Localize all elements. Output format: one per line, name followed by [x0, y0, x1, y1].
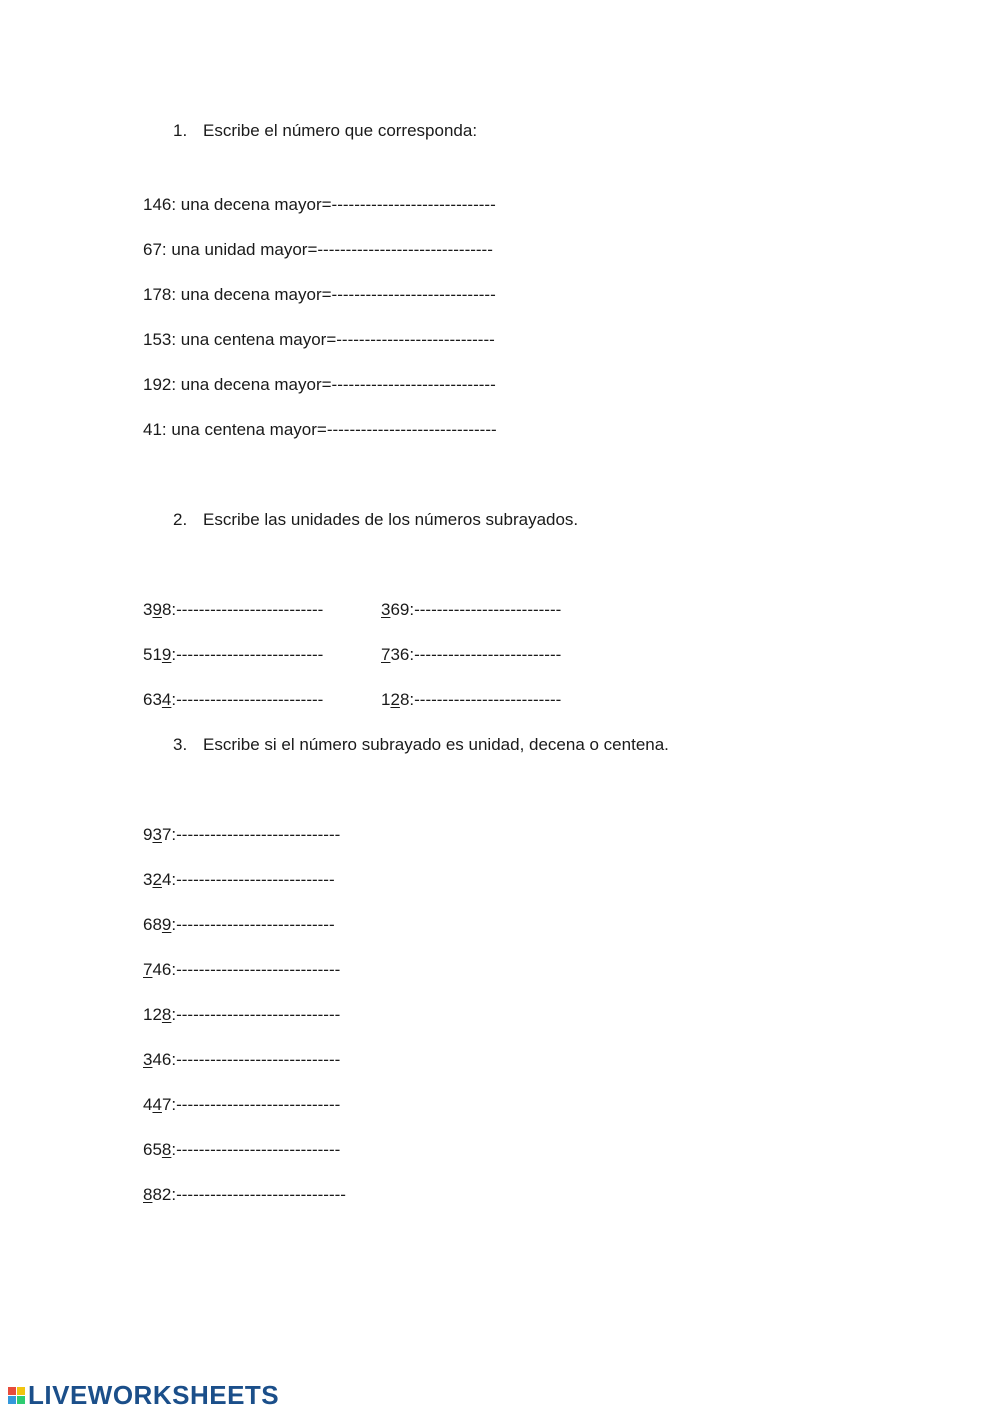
- q1-title: Escribe el número que corresponda:: [203, 121, 478, 140]
- q3-item: 346:-----------------------------: [143, 1050, 341, 1069]
- brand-name: LIVEWORKSHEETS: [28, 1379, 280, 1410]
- q2-right-item: 369:--------------------------: [381, 600, 562, 619]
- q3-number: 3.: [173, 735, 188, 754]
- q1-item: 153: una centena mayor=----------------------------: [143, 330, 495, 349]
- q3-item: 447:-----------------------------: [143, 1095, 341, 1114]
- q1-item: 41: una centena mayor=------------------------------: [143, 420, 497, 439]
- q3-item: 882:------------------------------: [143, 1185, 346, 1204]
- q2-left-item: 519:--------------------------: [143, 645, 324, 664]
- q1-item: 146: una decena mayor=-----------------------------: [143, 195, 496, 214]
- q2-title: Escribe las unidades de los números subrayados.: [203, 510, 579, 529]
- q1-item: 67: una unidad mayor=-------------------------------: [143, 240, 493, 259]
- q3-title: Escribe si el número subrayado es unidad, decena o centena.: [203, 735, 669, 754]
- liveworksheets-logo[interactable]: [8, 1380, 279, 1410]
- q2-left-item: 398:--------------------------: [143, 600, 324, 619]
- q3-item: 658:-----------------------------: [143, 1140, 341, 1159]
- liveworksheets-logo-icon: [8, 1387, 25, 1404]
- q3-item: 324:----------------------------: [143, 870, 335, 889]
- q3-item: 746:-----------------------------: [143, 960, 341, 979]
- q1-item: 178: una decena mayor=-----------------------------: [143, 285, 496, 304]
- q2-left-item: 634:--------------------------: [143, 690, 324, 709]
- q1-item: 192: una decena mayor=-----------------------------: [143, 375, 496, 394]
- q2-right-item: 128:--------------------------: [381, 690, 562, 709]
- q3-item: 128:-----------------------------: [143, 1005, 341, 1024]
- q2-right-item: 736:--------------------------: [381, 645, 562, 664]
- q3-item: 689:----------------------------: [143, 915, 335, 934]
- q2-number: 2.: [173, 510, 188, 529]
- q3-item: 937:-----------------------------: [143, 825, 341, 844]
- q1-number: 1.: [173, 121, 188, 140]
